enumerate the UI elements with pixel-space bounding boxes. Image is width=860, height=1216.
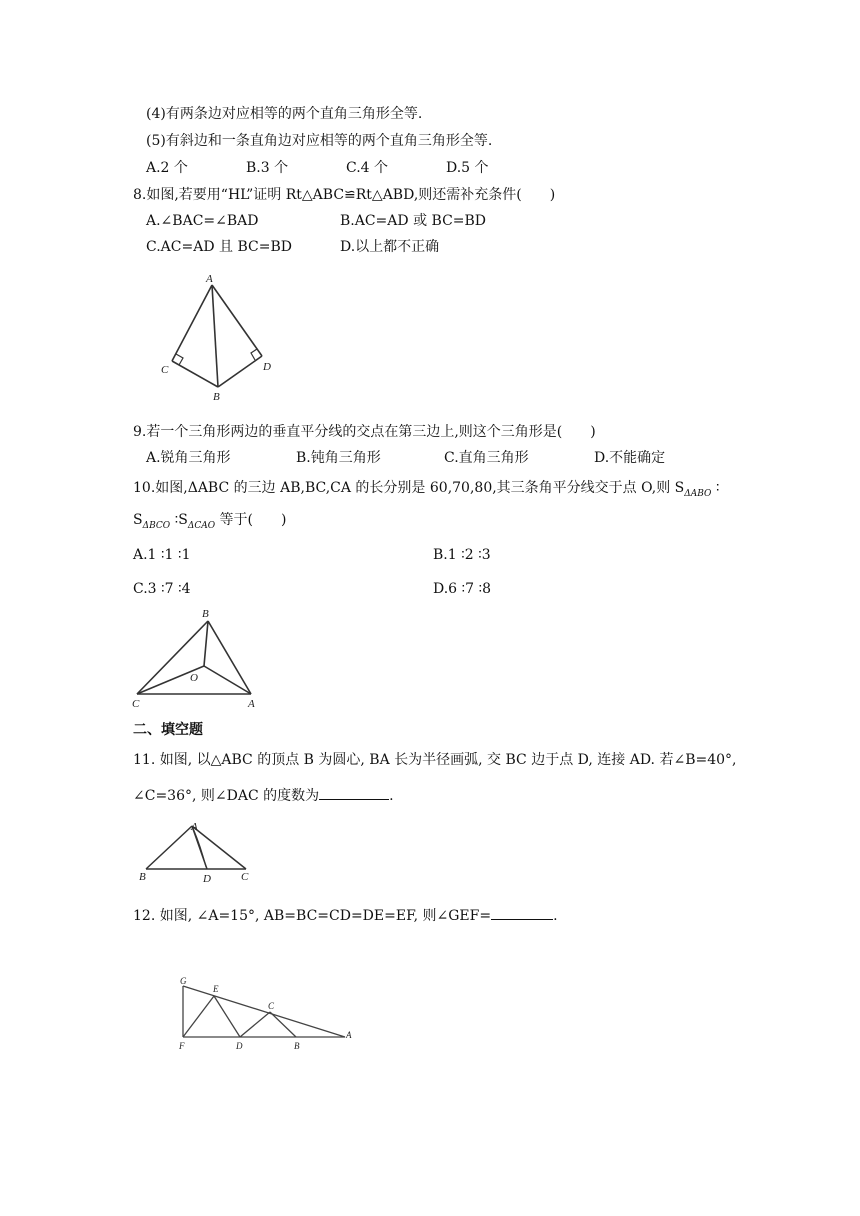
q9-option-a: A.锐角三角形 — [146, 450, 231, 466]
q10-tail: 等于( ) — [215, 512, 287, 528]
q7-option-b: B.3 个 — [246, 160, 289, 176]
q11-stem-text: ∠C=36°, 则∠DAC 的度数为 — [133, 788, 320, 804]
q8-option-b: B.AC=AD 或 BC=BD — [340, 213, 487, 229]
q8-option-c: C.AC=AD 且 BC=BD — [146, 239, 292, 255]
q10-colon-1: ∶ — [711, 480, 720, 496]
q12-stem-text: 12. 如图, ∠A=15°, AB=BC=CD=DE=EF, 则∠GEF= — [133, 908, 492, 924]
q10-label-o: O — [190, 672, 198, 684]
q9-option-d: D.不能确定 — [594, 450, 666, 466]
q9-stem: 9.若一个三角形两边的垂直平分线的交点在第三边上,则这个三角形是( ) — [133, 424, 596, 440]
q8-label-c: C — [161, 364, 169, 376]
q10-label-c: C — [132, 698, 140, 710]
q7-statement-5: (5)有斜边和一条直角边对应相等的两个直角三角形全等. — [146, 133, 493, 149]
q11-label-b: B — [139, 871, 146, 883]
q11-label-d: D — [203, 873, 211, 885]
q12-label-b: B — [294, 1041, 300, 1051]
q11-period: . — [389, 788, 394, 804]
q7-option-c: C.4 个 — [346, 160, 389, 176]
q11-label-c: C — [241, 871, 249, 883]
q9-option-b: B.钝角三角形 — [296, 450, 381, 466]
q11-stem-line1: 11. 如图, 以△ABC 的顶点 B 为圆心, BA 长为半径画弧, 交 BC 边于点 D, 连接 AD. 若∠B=40°, — [133, 752, 737, 768]
q12-period: . — [553, 908, 558, 924]
q8-option-a: A.∠BAC=∠BAD — [146, 213, 259, 229]
q10-label-a: A — [248, 698, 255, 710]
q10-sub-cao: ΔCAO — [187, 520, 216, 531]
q10-option-d: D.6 ∶7 ∶8 — [433, 581, 492, 597]
q8-stem: 8.如图,若要用“HL”证明 Rt△ABC≌Rt△ABD,则还需补充条件( ) — [133, 187, 556, 203]
q7-statement-4: (4)有两条边对应相等的两个直角三角形全等. — [146, 106, 423, 122]
q10-stem-text: 10.如图,ΔABC 的三边 AB,BC,CA 的长分别是 60,70,80,其三条角平分线交于点 O,则 S — [133, 480, 685, 496]
q7-option-d: D.5 个 — [446, 160, 489, 176]
q10-colon-2: ∶S — [170, 512, 188, 528]
q9-option-c: C.直角三角形 — [444, 450, 529, 466]
q12-label-e: E — [213, 984, 219, 994]
q12-label-a: A — [346, 1030, 352, 1040]
q8-label-b: B — [213, 391, 220, 403]
q10-label-b: B — [202, 608, 209, 620]
q12-label-g: G — [180, 976, 187, 986]
q12-label-f: F — [179, 1041, 185, 1051]
q11-label-a: A — [191, 821, 198, 833]
q7-option-a: A.2 个 — [146, 160, 188, 176]
q10-option-a: A.1 ∶1 ∶1 — [133, 547, 191, 563]
q10-sub-abo: ΔABO — [684, 488, 712, 499]
q8-label-a: A — [206, 273, 213, 285]
q10-option-c: C.3 ∶7 ∶4 — [133, 581, 191, 597]
q10-option-b: B.1 ∶2 ∶3 — [433, 547, 491, 563]
q12-label-d: D — [236, 1041, 243, 1051]
q12-label-c: C — [268, 1001, 275, 1011]
q8-label-d: D — [263, 361, 271, 373]
section-fill-in-title: 二、填空题 — [133, 722, 203, 738]
q8-option-d: D.以上都不正确 — [340, 239, 440, 255]
q10-s-bco: S — [133, 512, 143, 528]
q10-sub-bco: ΔBCO — [142, 520, 171, 531]
